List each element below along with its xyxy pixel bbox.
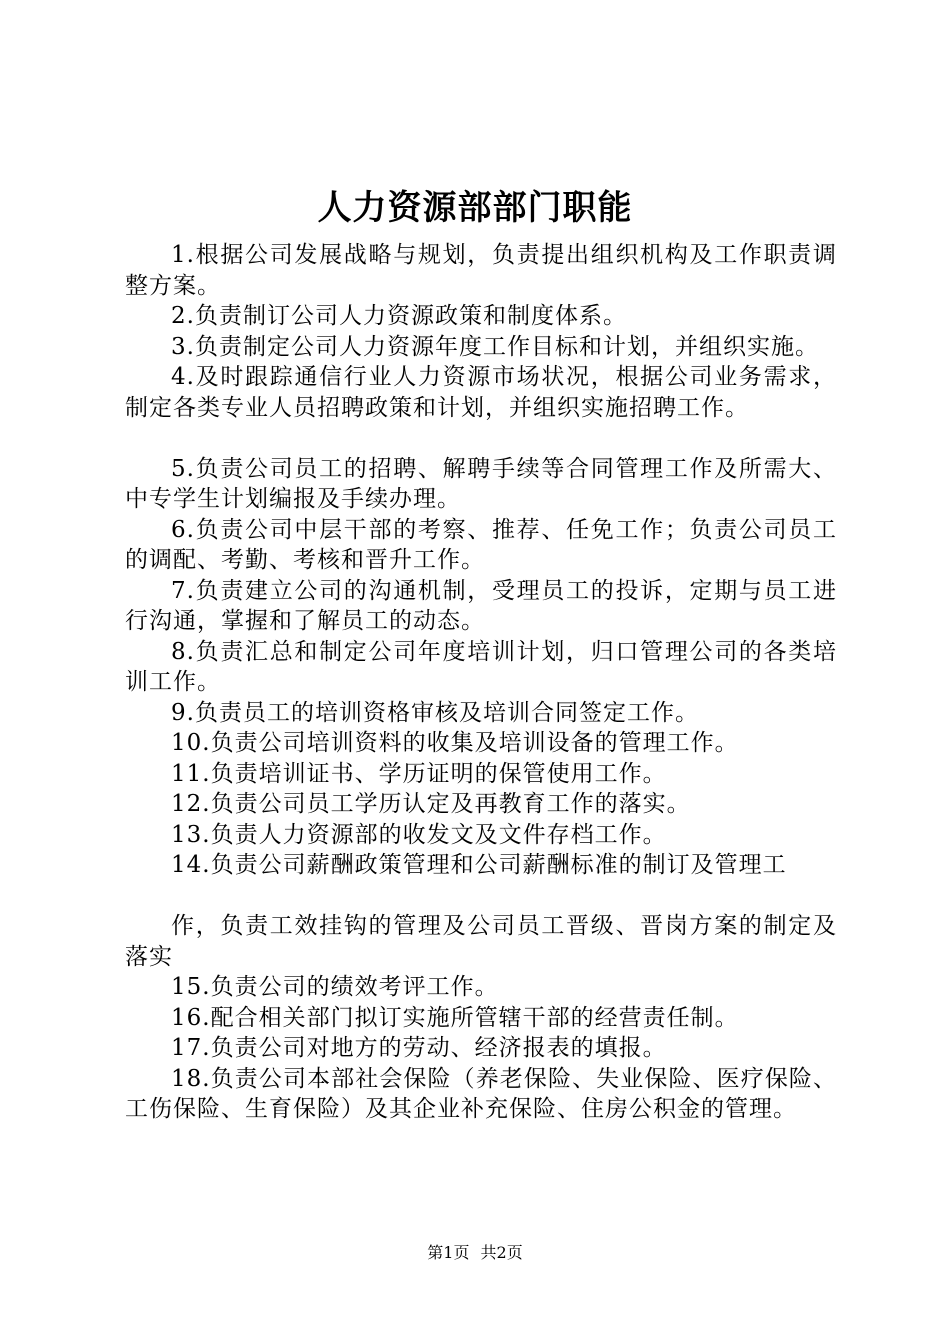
paragraph-5: 5.负责公司员工的招聘、解聘手续等合同管理工作及所需大、中专学生计划编报及手续办理。 [125,455,837,512]
blank-line [125,423,837,454]
paragraph-15: 15.负责公司的绩效考评工作。 [171,974,499,1000]
paragraph-16: 16.配合相关部门拟订实施所管辖干部的经营责任制。 [171,1004,739,1031]
page-number: 第1页 [427,1243,470,1262]
paragraph-6: 6.负责公司中层干部的考察、推荐、任免工作；负责公司员工的调配、考勤、考核和晋升工作。 [125,516,837,573]
paragraph-9: 9.负责员工的培训资格审核及培训合同签定工作。 [171,699,699,726]
paragraph-3: 3.负责制定公司人力资源年度工作目标和计划，并组织实施。 [171,333,819,360]
paragraph-11: 11.负责培训证书、学历证明的保管使用工作。 [171,760,667,787]
paragraph-4: 4.及时跟踪通信行业人力资源市场状况，根据公司业务需求，制定各类专业人员招聘政策和计划，并组织实施招聘工作。 [125,364,837,421]
paragraph-7: 7.负责建立公司的沟通机制，受理员工的投诉，定期与员工进行沟通，掌握和了解员工的动态。 [125,577,837,634]
page-total: 共2页 [480,1243,523,1262]
paragraph-12: 12.负责公司员工学历认定及再教育工作的落实。 [171,791,691,817]
paragraph-10: 10.负责公司培训资料的收集及培训设备的管理工作。 [171,730,739,756]
document-title: 人力资源部部门职能 [317,188,633,228]
paragraph-1: 1.根据公司发展战略与规划，负责提出组织机构及工作职责调整方案。 [125,242,837,299]
document-body [125,240,837,1125]
paragraph-8: 8.负责汇总和制定公司年度培训计划，归口管理公司的各类培训工作。 [125,638,837,695]
paragraph-14: 14.负责公司薪酬政策管理和公司薪酬标准的制订及管理工 [171,852,787,878]
page-footer [0,1243,950,1263]
paragraph-14-continued: 作，负责工效挂钩的管理及公司员工晋级、晋岗方案的制定及落实 [125,913,837,970]
blank-line [125,881,837,912]
paragraph-2: 2.负责制订公司人力资源政策和制度体系。 [171,303,627,329]
paragraph-17: 17.负责公司对地方的劳动、经济报表的填报。 [171,1035,667,1061]
paragraph-13: 13.负责人力资源部的收发文及文件存档工作。 [171,821,667,848]
paragraph-18: 18.负责公司本部社会保险（养老保险、失业保险、医疗保险、工伤保险、生育保险）及其企业补充保险、住房公积金的管理。 [125,1065,837,1122]
